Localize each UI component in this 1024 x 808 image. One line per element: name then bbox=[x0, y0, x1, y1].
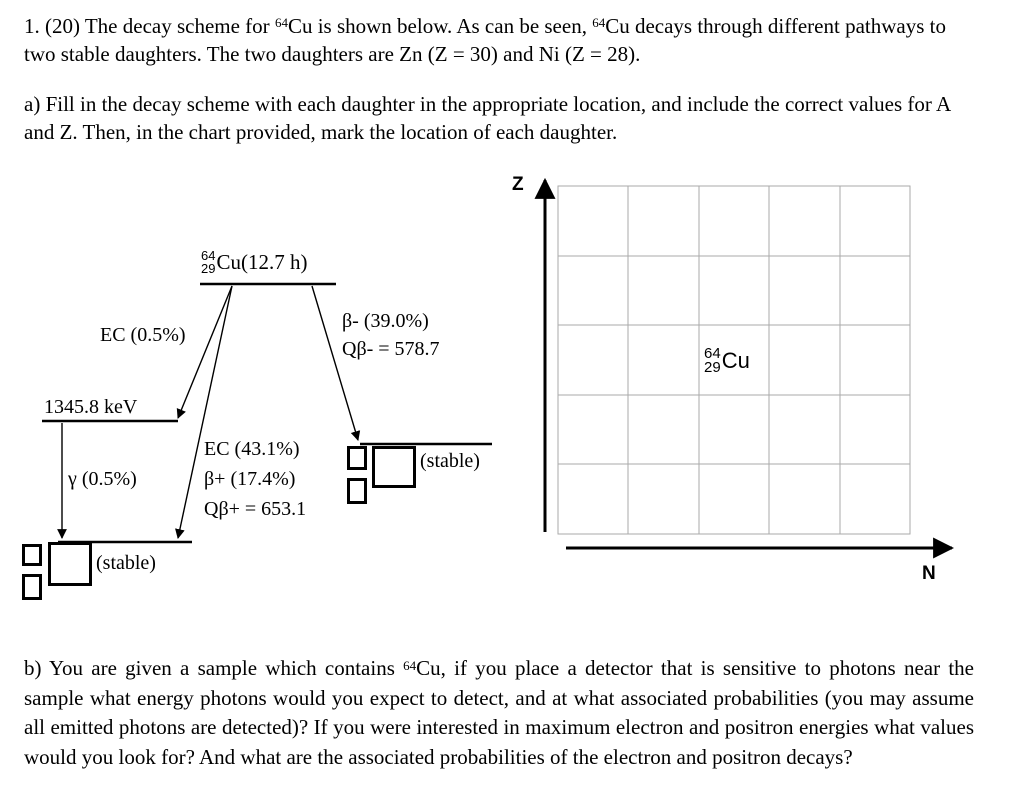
iso-mass-superscript: 64 bbox=[274, 15, 288, 30]
left-symbol-box[interactable] bbox=[48, 542, 92, 586]
part-b-text: b) You are given a sample which contains $^{64}$Cu, if you place a detector that is sensitive to photons near the sample what energy photons would you expect to detect, and at what associated probabilities (you may assume all emitted photons are detected)? If you were interested in maximum electron and positron energies what values would you look for? And what are the associated probabilities of the electron and positron decays? bbox=[24, 656, 974, 769]
parent-nuclide-label bbox=[201, 249, 307, 275]
chart-mass-number: 64 bbox=[704, 345, 721, 362]
parent-symbol: Cu bbox=[216, 249, 241, 274]
ec-small-arrow bbox=[178, 286, 232, 418]
ec-small-label: EC (0.5%) bbox=[100, 324, 186, 346]
iso-mass-superscript: 64 bbox=[592, 15, 606, 30]
ec-main-label: EC (43.1%) bbox=[204, 438, 300, 460]
z-axis-label: Z bbox=[512, 174, 524, 195]
question-prefix: 1. (20) The decay scheme for bbox=[24, 14, 275, 38]
n-axis-label: N bbox=[922, 563, 936, 584]
right-mass-number-box[interactable] bbox=[347, 446, 367, 470]
excited-level-energy: 1345.8 keV bbox=[44, 396, 138, 418]
chart-symbol: Cu bbox=[721, 348, 750, 373]
q-beta-plus-label: Qβ+ = 653.1 bbox=[204, 498, 307, 520]
left-atomic-number-box[interactable] bbox=[22, 574, 42, 600]
stable-left-label: (stable) bbox=[96, 552, 156, 574]
beta-plus-label: β+ (17.4%) bbox=[204, 468, 296, 490]
q-beta-minus-label: Qβ- = 578.7 bbox=[342, 338, 440, 360]
left-mass-number-box[interactable] bbox=[22, 544, 42, 566]
chart-cu64-cell-label bbox=[704, 347, 750, 375]
parent-halflife: (12.7 h) bbox=[240, 249, 308, 274]
stable-right-label: (stable) bbox=[420, 450, 480, 472]
parent-mass-number: 64 bbox=[201, 248, 216, 263]
part-a-text: a) Fill in the decay scheme with each daughter in the appropriate location, and include the correct values for A and Z. Then, in the chart provided, mark the location of each daughter. bbox=[24, 92, 950, 144]
right-symbol-box[interactable] bbox=[372, 446, 416, 488]
iso-mass-superscript: 64 bbox=[403, 658, 417, 673]
parent-atomic-number: 29 bbox=[201, 261, 216, 276]
right-atomic-number-box[interactable] bbox=[347, 478, 367, 504]
chart-atomic-number: 29 bbox=[704, 359, 721, 376]
question-intro: 1. (20) The decay scheme for $^{64}$Cu is shown below. As can be seen, $^{64}$Cu decays through different pathways to two stable daughters. The two daughters are Zn (Z = 30) and Ni (Z = 28). bbox=[24, 14, 946, 66]
gamma-label: γ (0.5%) bbox=[68, 468, 137, 490]
beta-minus-label: β- (39.0%) bbox=[342, 310, 429, 332]
